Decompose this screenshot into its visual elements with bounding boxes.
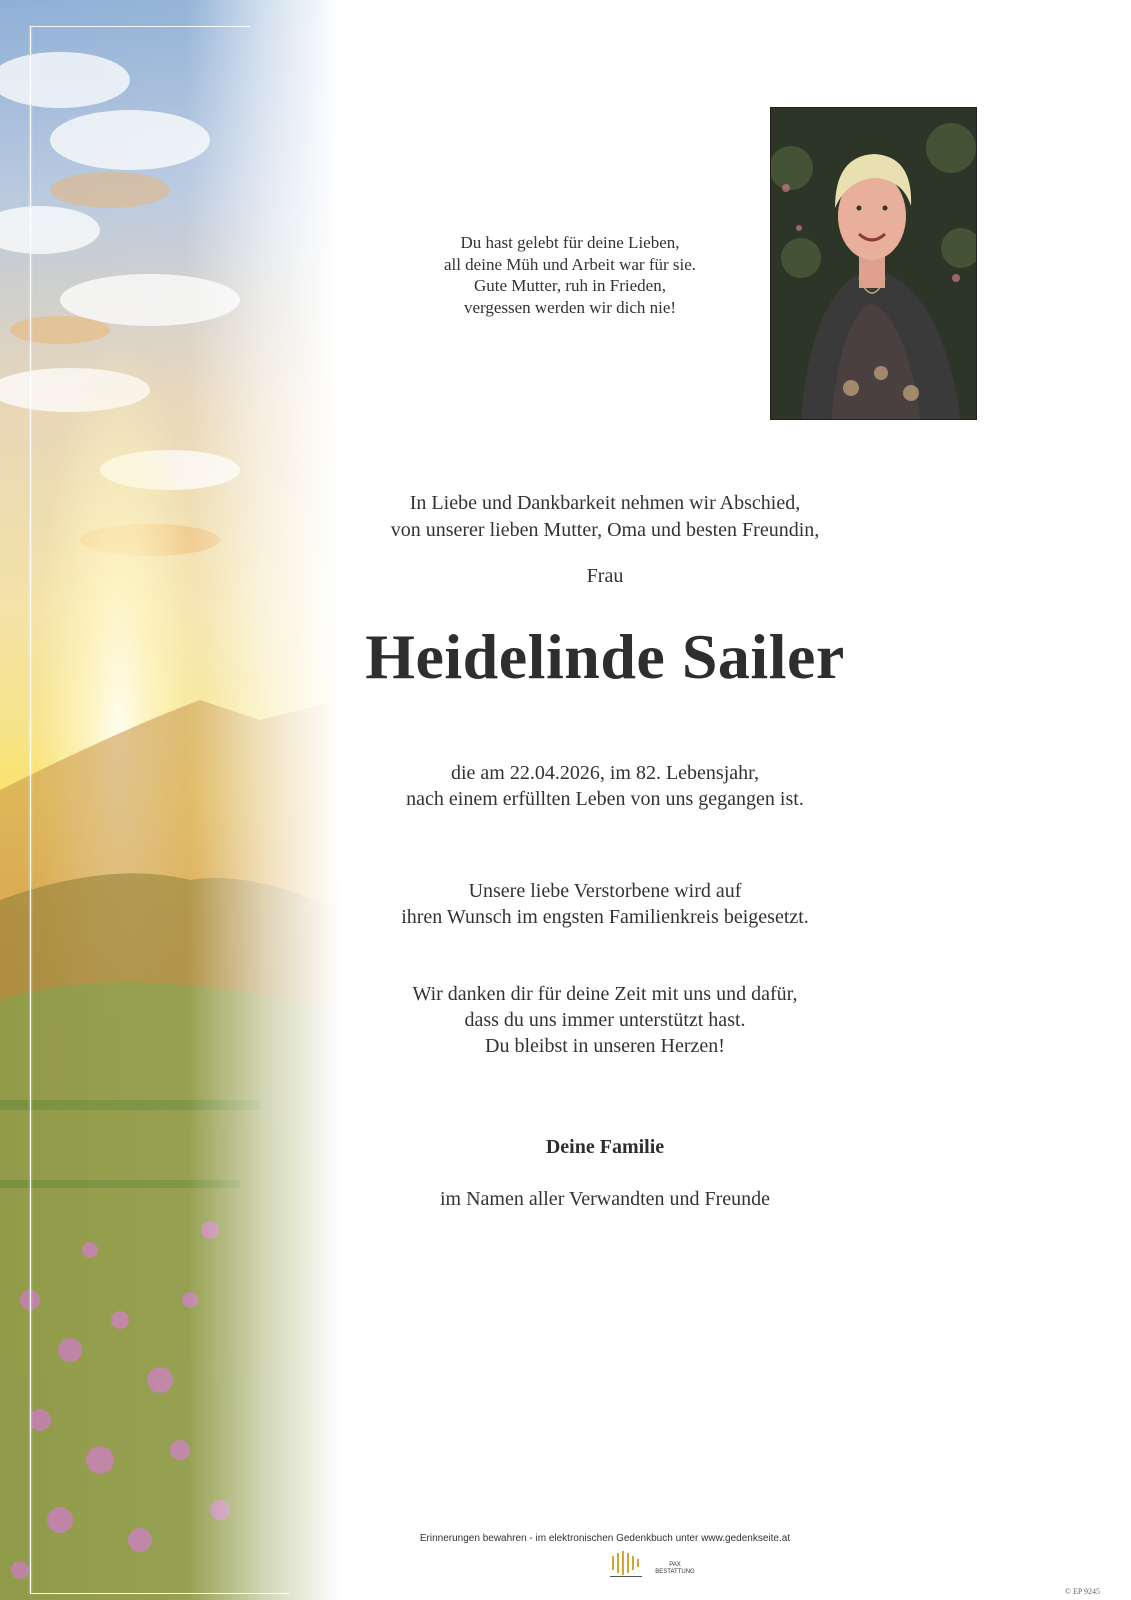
thanks-line: Du bleibst in unseren Herzen! bbox=[485, 1035, 725, 1057]
frame-line bbox=[30, 26, 31, 1594]
poem-line: all deine Müh und Arbeit war für sie. bbox=[443, 254, 697, 274]
death-notice bbox=[330, 760, 880, 812]
memorial-book-note: Erinnerungen bewahren - im elektronischen Gedenkbuch unter www.gedenkseite.at bbox=[419, 1533, 791, 1544]
deceased-name: Heidelinde Sailer bbox=[365, 621, 845, 692]
thanks-line: dass du uns immer unterstützt hast. bbox=[464, 1009, 746, 1031]
frame-top-line bbox=[30, 26, 250, 27]
poem-line: Du hast gelebt für deine Lieben, bbox=[460, 233, 680, 252]
salutation: Frau bbox=[586, 565, 624, 587]
poem-line: vergessen werden wir dich nie! bbox=[463, 297, 677, 317]
signature-family: Deine Familie bbox=[545, 1136, 665, 1158]
intro-line: von unserer lieben Mutter, Oma und besten Freundin, bbox=[390, 519, 820, 541]
burial-notice bbox=[330, 878, 880, 930]
farewell-intro bbox=[330, 490, 880, 544]
copyright-code: © EP 9245 bbox=[1064, 1587, 1100, 1596]
logo-line-pax: PAX bbox=[669, 1562, 681, 1568]
burial-line: ihren Wunsch im engsten Familienkreis beigesetzt. bbox=[401, 906, 809, 928]
landscape-image bbox=[0, 0, 340, 1600]
logo-line-bestattung: BESTATTUNG bbox=[655, 1569, 695, 1575]
death-line: nach einem erfüllten Leben von uns gegangen ist. bbox=[406, 788, 804, 810]
signature-relatives: im Namen aller Verwandten und Freunde bbox=[439, 1188, 771, 1210]
thanks-line: Wir danken dir für deine Zeit mit uns und dafür, bbox=[412, 983, 798, 1005]
thanks-message bbox=[330, 981, 880, 1059]
death-line: die am 22.04.2026, im 82. Lebensjahr, bbox=[450, 762, 760, 784]
intro-line: In Liebe und Dankbarkeit nehmen wir Abschied, bbox=[409, 492, 801, 514]
pax-logo-text bbox=[650, 1562, 700, 1576]
memorial-poem bbox=[380, 232, 760, 318]
poem-line: Gute Mutter, ruh in Frieden, bbox=[474, 276, 666, 295]
portrait-photo bbox=[770, 107, 977, 420]
burial-line: Unsere liebe Verstorbene wird auf bbox=[468, 880, 742, 902]
frame-bottom-line bbox=[30, 1593, 290, 1594]
